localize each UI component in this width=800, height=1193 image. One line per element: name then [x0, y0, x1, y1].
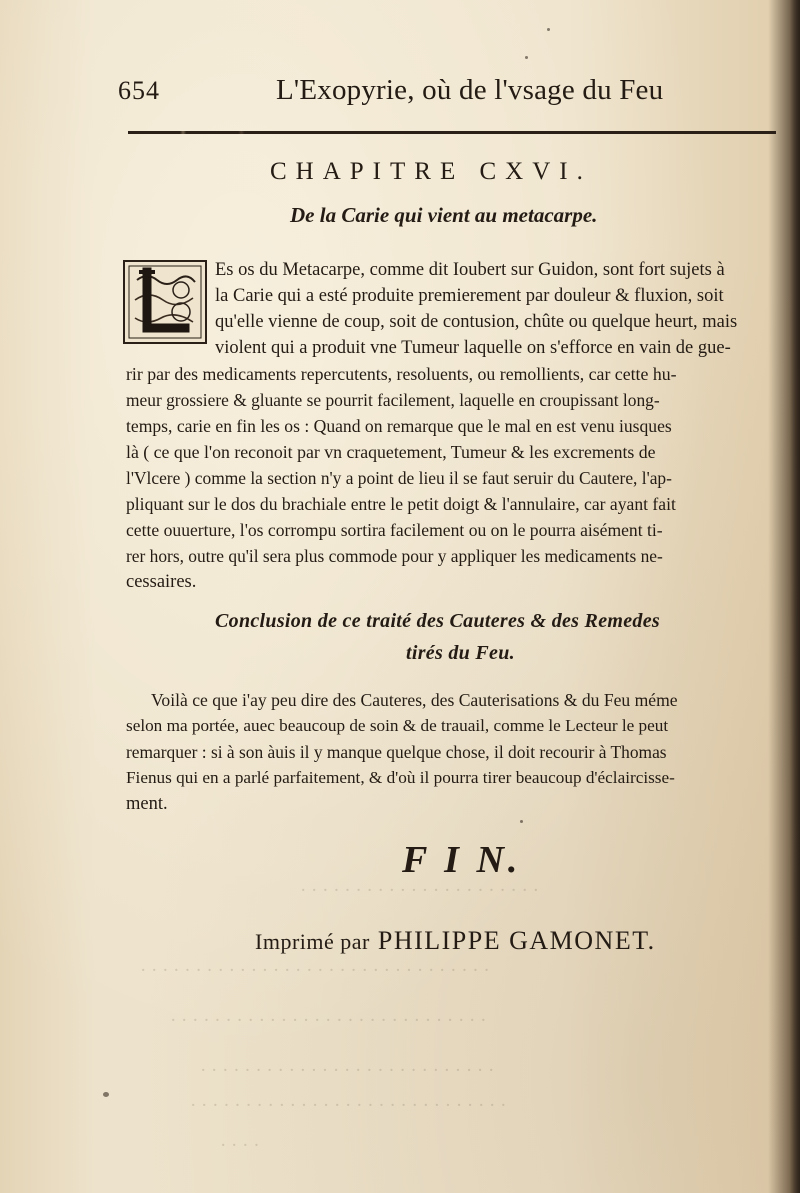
printer-name: PHILIPPE GAMONET. — [377, 926, 656, 955]
body-line: Es os du Metacarpe, comme dit Ioubert sur Guidon, sont fort sujets à — [215, 260, 725, 280]
running-title: L'Exopyrie, où de l'vsage du Feu — [276, 74, 664, 106]
ink-speck — [103, 1092, 109, 1097]
body-line: rir par des medicaments repercutents, resoluents, ou remollients, car cette hu- — [126, 364, 677, 384]
running-head — [118, 70, 688, 114]
bleed-through-decoration: · · · · — [220, 1135, 260, 1156]
ink-speck — [525, 56, 528, 59]
header-rule — [128, 131, 776, 134]
chapter-body — [121, 258, 781, 592]
bleed-through-decoration: · · · · · · · · · · · · · · · · · · · · · · — [300, 880, 539, 901]
body-line: l'Vlcere ) comme la section n'y a point de lieu il se faut seruir du Cautere, l'ap- — [126, 468, 672, 488]
body-line: cessaires. — [126, 572, 197, 592]
conclusion-title-line-1: Conclusion de ce traité des Cauteres & des Remedes — [215, 610, 660, 632]
ink-speck — [547, 28, 550, 31]
body-line: cette ouuerture, l'os corrompu sortira facilement ou on le pourra aisément ti- — [126, 520, 663, 540]
chapter-subtitle: De la Carie qui vient au metacarpe. — [290, 203, 598, 227]
conclusion-line: ment. — [126, 794, 168, 814]
body-line: qu'elle vienne de coup, soit de contusion, chûte ou quelque heurt, mais — [215, 312, 738, 332]
bleed-through-decoration: · · · · · · · · · · · · · · · · · · · · · · · · · · · · · · · · — [140, 960, 490, 981]
imprint-prefix: Imprimé par — [255, 929, 370, 954]
bleed-through-decoration: · · · · · · · · · · · · · · · · · · · · · · · · · · · · · — [170, 1010, 487, 1031]
body-line: là ( ce que l'on reconoit par vn craquetement, Tumeur & les excrements de — [126, 442, 656, 462]
page-gutter-shadow — [790, 0, 800, 1193]
page-number: 654 — [118, 76, 160, 105]
body-line: violent qui a produit vne Tumeur laquelle on s'efforce en vain de gue- — [215, 338, 731, 358]
conclusion-line: selon ma portée, auec beaucoup de soin & de trauail, comme le Lecteur le peut — [126, 716, 669, 735]
body-line: pliquant sur le dos du brachiale entre le petit doigt & l'annulaire, car ayant fait — [126, 494, 676, 514]
conclusion-line: Voilà ce que i'ay peu dire des Cauteres, des Cauterisations & du Feu méme — [151, 690, 678, 710]
conclusion-title-line-2: tirés du Feu. — [406, 642, 515, 664]
end-mark: F I N. — [402, 839, 522, 881]
printer-imprint — [255, 926, 656, 956]
ink-speck — [520, 820, 523, 823]
body-line: meur grossiere & gluante se pourrit facilement, laquelle en croupissant long- — [126, 390, 660, 410]
body-line: temps, carie en fin les os : Quand on remarque que le mal en est venu iusques — [126, 416, 672, 436]
conclusion-line: remarquer : si à son àuis il y manque quelque chose, il doit recourir à Thomas — [126, 742, 667, 762]
body-line: rer hors, outre qu'il sera plus commode pour y appliquer les medicaments ne- — [126, 546, 663, 566]
body-line: la Carie qui a esté produite premierement par douleur & fluxion, soit — [215, 286, 724, 306]
chapter-title: CHAPITRE CXVI. — [270, 158, 592, 185]
bleed-through-decoration: · · · · · · · · · · · · · · · · · · · · · · · · · · · — [200, 1060, 495, 1081]
conclusion-body — [121, 688, 781, 818]
bleed-through-decoration: · · · · · · · · · · · · · · · · · · · · · · · · · · · · · — [190, 1095, 507, 1116]
conclusion-line: Fienus qui en a parlé parfaitement, & d'où il pourra tirer beaucoup d'éclaircisse- — [126, 768, 675, 787]
